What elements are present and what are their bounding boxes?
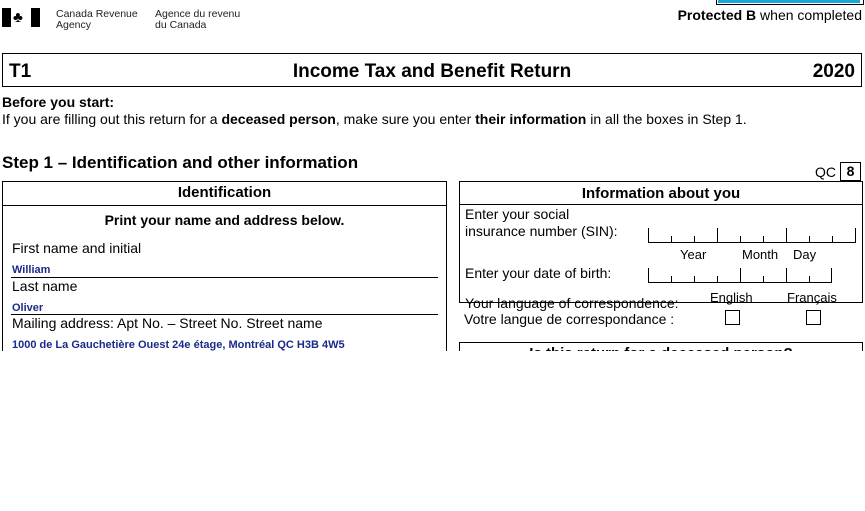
before-text-part: If you are filling out this return for a <box>2 111 222 127</box>
protected-level: Protected B <box>677 7 757 23</box>
sin-label-line2: insurance number (SIN): <box>465 223 618 239</box>
day-header: Day <box>793 247 817 262</box>
english-option-label: English <box>710 290 753 305</box>
agency-fr-line1: Agence du revenu <box>155 8 241 20</box>
barcode-box-fill <box>718 0 860 3</box>
address-field[interactable]: 1000 de La Gauchetière Ouest 24e étage, Montréal QC H3B 4W5 <box>12 339 345 351</box>
before-text-emph: deceased person <box>221 111 336 127</box>
before-text-part: in all the boxes in Step 1. <box>586 111 747 127</box>
language-label-en: Your language of correspondence: <box>465 295 679 311</box>
maple-leaf-icon: ♣ <box>13 9 23 26</box>
sin-input[interactable] <box>648 228 856 243</box>
agency-fr-line2: du Canada <box>155 19 207 31</box>
before-text-emph: their information <box>475 111 587 127</box>
print-instruction: Print your name and address below. <box>104 212 345 228</box>
first-name-label: First name and initial <box>12 240 142 256</box>
agency-en-line1: Canada Revenue <box>56 8 138 20</box>
agency-name-en <box>56 9 138 31</box>
before-heading: Before you start: <box>2 94 115 110</box>
step1-heading: Step 1 – Identification and other information <box>2 153 359 172</box>
identification-panel <box>2 181 447 361</box>
form-code: T1 <box>9 61 32 82</box>
blank-area <box>0 351 865 511</box>
form-title-bar <box>2 53 862 87</box>
protected-suffix: when completed <box>756 7 862 23</box>
about-you-panel <box>459 181 863 311</box>
identification-heading: Identification <box>3 182 446 206</box>
month-header: Month <box>742 247 779 262</box>
first-name-field[interactable]: William <box>12 264 51 276</box>
agency-name-fr <box>155 9 240 31</box>
qc-code-box: 8 <box>840 162 861 181</box>
about-you-heading: Information about you <box>460 182 862 205</box>
last-name-label: Last name <box>12 278 78 294</box>
before-text <box>2 111 747 127</box>
dob-label: Enter your date of birth: <box>465 265 612 281</box>
protected-notice <box>678 7 862 23</box>
francais-option-label: Français <box>787 290 837 305</box>
francais-checkbox[interactable] <box>806 310 821 325</box>
form-year: 2020 <box>812 61 855 82</box>
last-name-field[interactable]: Oliver <box>12 302 44 314</box>
dob-input[interactable] <box>648 268 832 283</box>
before-text-part: , make sure you enter <box>335 111 476 127</box>
canada-flag-icon <box>2 8 40 27</box>
year-header: Year <box>680 247 707 262</box>
address-label: Mailing address: Apt No. – Street No. Street name <box>12 315 323 331</box>
language-label-fr: Votre langue de correspondance : <box>464 311 675 327</box>
agency-en-line2: Agency <box>56 19 92 31</box>
form-title: Income Tax and Benefit Return <box>292 61 572 82</box>
sin-label-line1: Enter your social <box>465 206 570 222</box>
qc-label: QC <box>815 164 836 180</box>
english-checkbox[interactable] <box>725 310 740 325</box>
